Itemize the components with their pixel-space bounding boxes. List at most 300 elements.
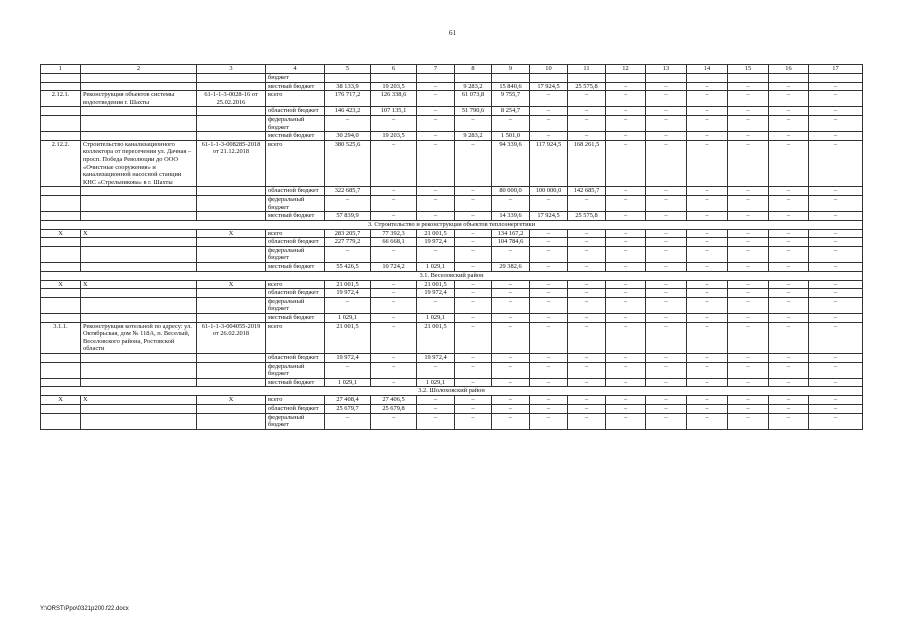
amount-cell: – xyxy=(687,229,728,238)
amount-cell: – xyxy=(606,378,646,387)
amount-cell: – xyxy=(606,238,646,247)
page-number: 61 xyxy=(449,29,456,37)
item-number-cell xyxy=(41,74,81,83)
amount-cell xyxy=(606,74,646,83)
amount-cell: – xyxy=(530,91,568,107)
item-number-cell xyxy=(41,132,81,141)
funding-source-cell: федеральный бюджет xyxy=(266,413,325,429)
amount-cell: – xyxy=(687,314,728,323)
amount-cell: – xyxy=(728,195,769,211)
amount-cell: – xyxy=(809,195,863,211)
amount-cell: – xyxy=(492,297,530,313)
amount-cell: – xyxy=(687,297,728,313)
amount-cell: – xyxy=(568,229,606,238)
amount-cell: 1 029,1 xyxy=(417,314,455,323)
amount-cell: – xyxy=(568,297,606,313)
amount-cell: – xyxy=(568,195,606,211)
amount-cell: – xyxy=(530,280,568,289)
amount-cell: – xyxy=(417,91,455,107)
document-number-cell xyxy=(197,246,266,262)
amount-cell: – xyxy=(606,132,646,141)
document-number-cell xyxy=(197,195,266,211)
amount-cell: – xyxy=(606,82,646,91)
amount-cell: – xyxy=(371,195,417,211)
amount-cell: – xyxy=(809,115,863,131)
amount-cell: – xyxy=(325,362,371,378)
amount-cell: – xyxy=(646,354,687,363)
amount-cell: – xyxy=(530,314,568,323)
amount-cell: – xyxy=(809,238,863,247)
amount-cell: 104 784,6 xyxy=(492,238,530,247)
amount-cell: 66 668,1 xyxy=(371,238,417,247)
amount-cell: – xyxy=(568,280,606,289)
amount-cell: – xyxy=(728,263,769,272)
amount-cell: – xyxy=(530,413,568,429)
amount-cell: 19 972,4 xyxy=(325,289,371,298)
object-name-cell xyxy=(81,132,197,141)
amount-cell: – xyxy=(646,297,687,313)
column-header: 5 xyxy=(325,65,371,74)
document-number-cell xyxy=(197,74,266,83)
amount-cell: 51 790,6 xyxy=(455,107,492,116)
table-row xyxy=(41,413,863,429)
amount-cell: – xyxy=(371,297,417,313)
amount-cell: – xyxy=(455,289,492,298)
item-number-cell xyxy=(41,314,81,323)
item-number-cell xyxy=(41,404,81,413)
amount-cell: – xyxy=(568,289,606,298)
amount-cell: – xyxy=(728,187,769,196)
amount-cell: – xyxy=(769,378,809,387)
amount-cell: – xyxy=(325,115,371,131)
amount-cell: 55 426,5 xyxy=(325,263,371,272)
funding-source-cell: федеральный бюджет xyxy=(266,115,325,131)
item-number-cell xyxy=(41,82,81,91)
column-header: 10 xyxy=(530,65,568,74)
amount-cell: – xyxy=(809,362,863,378)
amount-cell xyxy=(568,74,606,83)
object-name-cell xyxy=(81,107,197,116)
amount-cell: 61 073,8 xyxy=(455,91,492,107)
item-number-cell: Х xyxy=(41,280,81,289)
amount-cell: – xyxy=(568,238,606,247)
amount-cell: – xyxy=(455,195,492,211)
amount-cell: – xyxy=(769,140,809,187)
document-number-cell xyxy=(197,297,266,313)
amount-cell: – xyxy=(769,107,809,116)
amount-cell xyxy=(687,74,728,83)
amount-cell: – xyxy=(769,297,809,313)
document-number-cell: 61-1-1-3-004055-2019 от 26.02.2018 xyxy=(197,322,266,353)
amount-cell: – xyxy=(687,107,728,116)
amount-cell: – xyxy=(728,132,769,141)
amount-cell: – xyxy=(455,314,492,323)
document-number-cell xyxy=(197,362,266,378)
amount-cell: – xyxy=(809,246,863,262)
funding-source-cell: федеральный бюджет xyxy=(266,246,325,262)
amount-cell: – xyxy=(769,115,809,131)
amount-cell: 142 685,7 xyxy=(568,187,606,196)
amount-cell xyxy=(809,74,863,83)
amount-cell: 176 717,2 xyxy=(325,91,371,107)
amount-cell: – xyxy=(728,212,769,221)
amount-cell: – xyxy=(492,195,530,211)
document-number-cell xyxy=(197,263,266,272)
amount-cell: – xyxy=(530,195,568,211)
amount-cell: – xyxy=(646,280,687,289)
table-row xyxy=(41,396,863,405)
amount-cell: – xyxy=(417,404,455,413)
amount-cell: – xyxy=(687,82,728,91)
amount-cell: – xyxy=(606,297,646,313)
amount-cell: 21 001,5 xyxy=(325,322,371,353)
amount-cell: 17 924,5 xyxy=(530,82,568,91)
amount-cell: 21 001,5 xyxy=(417,229,455,238)
section-heading-row xyxy=(41,387,863,396)
amount-cell: – xyxy=(455,263,492,272)
amount-cell: – xyxy=(769,396,809,405)
amount-cell: – xyxy=(568,115,606,131)
object-name-cell: Реконструкция котельной по адресу: ул. Октябрьская, дом № 118А, п. Веселый, Веселовского района, Ростовской области xyxy=(81,322,197,353)
amount-cell: – xyxy=(809,404,863,413)
amount-cell: – xyxy=(728,91,769,107)
amount-cell: – xyxy=(606,195,646,211)
amount-cell: – xyxy=(769,229,809,238)
amount-cell: – xyxy=(687,289,728,298)
object-name-cell xyxy=(81,246,197,262)
amount-cell: 27 406,5 xyxy=(371,396,417,405)
funding-source-cell: местный бюджет xyxy=(266,263,325,272)
funding-source-cell: областной бюджет xyxy=(266,238,325,247)
amount-cell: – xyxy=(809,378,863,387)
amount-cell: 8 254,7 xyxy=(492,107,530,116)
amount-cell: 9 283,2 xyxy=(455,132,492,141)
amount-cell: – xyxy=(492,354,530,363)
document-number-cell: 61-1-1-3-0028-16 от 25.02.2016 xyxy=(197,91,266,107)
file-path-footer: Y:\ORST\Ppo\0321p200.f22.docx xyxy=(40,606,129,612)
object-name-cell: Х xyxy=(81,229,197,238)
amount-cell: – xyxy=(809,297,863,313)
amount-cell: 19 972,4 xyxy=(417,354,455,363)
column-header: 1 xyxy=(41,65,81,74)
amount-cell: – xyxy=(769,404,809,413)
item-number-cell: 2.12.1. xyxy=(41,91,81,107)
table-row xyxy=(41,289,863,298)
amount-cell: – xyxy=(687,263,728,272)
amount-cell: 1 501,0 xyxy=(492,132,530,141)
amount-cell: – xyxy=(606,396,646,405)
amount-cell: – xyxy=(687,322,728,353)
table-row xyxy=(41,212,863,221)
amount-cell xyxy=(492,74,530,83)
amount-cell: – xyxy=(417,140,455,187)
amount-cell: – xyxy=(646,322,687,353)
amount-cell: 9 755,7 xyxy=(492,91,530,107)
amount-cell: – xyxy=(606,246,646,262)
amount-cell: 19 203,5 xyxy=(371,132,417,141)
column-header: 3 xyxy=(197,65,266,74)
table-row xyxy=(41,115,863,131)
amount-cell: – xyxy=(455,140,492,187)
amount-cell: – xyxy=(646,404,687,413)
amount-cell: – xyxy=(769,280,809,289)
amount-cell: – xyxy=(568,354,606,363)
amount-cell: – xyxy=(568,378,606,387)
amount-cell: – xyxy=(646,238,687,247)
amount-cell: – xyxy=(371,314,417,323)
amount-cell: – xyxy=(687,354,728,363)
object-name-cell xyxy=(81,82,197,91)
amount-cell: – xyxy=(455,229,492,238)
document-number-cell: Х xyxy=(197,280,266,289)
amount-cell xyxy=(455,74,492,83)
object-name-cell: Х xyxy=(81,280,197,289)
amount-cell: – xyxy=(417,246,455,262)
amount-cell: – xyxy=(455,212,492,221)
amount-cell: – xyxy=(728,378,769,387)
document-number-cell: Х xyxy=(197,229,266,238)
amount-cell: – xyxy=(417,132,455,141)
table-row xyxy=(41,91,863,107)
amount-cell: – xyxy=(687,91,728,107)
section-heading-row xyxy=(41,271,863,280)
amount-cell: – xyxy=(687,115,728,131)
object-name-cell xyxy=(81,297,197,313)
amount-cell: – xyxy=(530,107,568,116)
amount-cell: – xyxy=(809,82,863,91)
budget-table xyxy=(40,64,863,430)
object-name-cell xyxy=(81,212,197,221)
amount-cell: – xyxy=(646,132,687,141)
amount-cell: – xyxy=(530,354,568,363)
section-heading: 3.2. Шолоховский район xyxy=(41,387,863,396)
amount-cell: – xyxy=(809,91,863,107)
funding-source-cell: местный бюджет xyxy=(266,132,325,141)
section-heading: 3. Строительство и реконструкция объектов теплоэнергетики xyxy=(41,220,863,229)
object-name-cell xyxy=(81,289,197,298)
amount-cell: – xyxy=(646,362,687,378)
amount-cell: – xyxy=(606,229,646,238)
amount-cell: – xyxy=(809,289,863,298)
funding-source-cell: федеральный бюджет xyxy=(266,297,325,313)
amount-cell: – xyxy=(455,404,492,413)
amount-cell: 25 575,8 xyxy=(568,212,606,221)
column-header: 17 xyxy=(809,65,863,74)
amount-cell: 27 408,4 xyxy=(325,396,371,405)
amount-cell: – xyxy=(687,362,728,378)
amount-cell: – xyxy=(606,187,646,196)
document-number-cell xyxy=(197,107,266,116)
document-number-cell xyxy=(197,132,266,141)
amount-cell: 1 029,1 xyxy=(417,263,455,272)
document-number-cell xyxy=(197,354,266,363)
amount-cell xyxy=(417,74,455,83)
object-name-cell xyxy=(81,314,197,323)
amount-cell: – xyxy=(568,314,606,323)
amount-cell: – xyxy=(646,396,687,405)
amount-cell: – xyxy=(769,354,809,363)
amount-cell: – xyxy=(455,187,492,196)
amount-cell: – xyxy=(809,107,863,116)
object-name-cell xyxy=(81,362,197,378)
object-name-cell xyxy=(81,238,197,247)
amount-cell: 1 029,1 xyxy=(325,314,371,323)
object-name-cell xyxy=(81,413,197,429)
column-header: 16 xyxy=(769,65,809,74)
document-number-cell xyxy=(197,212,266,221)
amount-cell: – xyxy=(325,413,371,429)
amount-cell: – xyxy=(646,263,687,272)
amount-cell: 29 382,6 xyxy=(492,263,530,272)
table-row xyxy=(41,362,863,378)
amount-cell: – xyxy=(371,289,417,298)
amount-cell: – xyxy=(492,413,530,429)
object-name-cell: Реконструкция объектов системы водоотведения г. Шахты xyxy=(81,91,197,107)
amount-cell: – xyxy=(492,280,530,289)
amount-cell: 30 294,0 xyxy=(325,132,371,141)
amount-cell: – xyxy=(769,238,809,247)
table-row xyxy=(41,354,863,363)
column-header: 15 xyxy=(728,65,769,74)
funding-source-cell: областной бюджет xyxy=(266,107,325,116)
amount-cell: – xyxy=(530,263,568,272)
item-number-cell xyxy=(41,246,81,262)
amount-cell: – xyxy=(530,396,568,405)
amount-cell: – xyxy=(646,314,687,323)
amount-cell: – xyxy=(646,246,687,262)
table-row xyxy=(41,280,863,289)
amount-cell: – xyxy=(568,322,606,353)
amount-cell: – xyxy=(530,238,568,247)
amount-cell: – xyxy=(455,413,492,429)
item-number-cell xyxy=(41,378,81,387)
amount-cell: 25 575,8 xyxy=(568,82,606,91)
object-name-cell: Х xyxy=(81,396,197,405)
amount-cell: – xyxy=(530,378,568,387)
amount-cell xyxy=(371,74,417,83)
document-number-cell xyxy=(197,404,266,413)
amount-cell: – xyxy=(769,132,809,141)
amount-cell: – xyxy=(530,289,568,298)
amount-cell: – xyxy=(769,187,809,196)
amount-cell: – xyxy=(769,413,809,429)
column-header: 12 xyxy=(606,65,646,74)
amount-cell: – xyxy=(568,107,606,116)
amount-cell: – xyxy=(728,246,769,262)
amount-cell xyxy=(728,74,769,83)
funding-source-cell: областной бюджет xyxy=(266,354,325,363)
amount-cell: – xyxy=(455,115,492,131)
amount-cell: – xyxy=(606,413,646,429)
amount-cell: – xyxy=(728,140,769,187)
amount-cell: – xyxy=(728,280,769,289)
amount-cell: – xyxy=(371,362,417,378)
amount-cell: – xyxy=(492,396,530,405)
amount-cell: – xyxy=(606,322,646,353)
funding-source-cell: областной бюджет xyxy=(266,404,325,413)
amount-cell: – xyxy=(455,378,492,387)
amount-cell: 168 261,5 xyxy=(568,140,606,187)
funding-source-cell: местный бюджет xyxy=(266,212,325,221)
item-number-cell xyxy=(41,263,81,272)
document-number-cell xyxy=(197,82,266,91)
document-number-cell xyxy=(197,187,266,196)
item-number-cell: Х xyxy=(41,229,81,238)
amount-cell: – xyxy=(371,354,417,363)
amount-cell: – xyxy=(687,396,728,405)
amount-cell: – xyxy=(769,263,809,272)
amount-cell: – xyxy=(769,91,809,107)
amount-cell: – xyxy=(455,362,492,378)
amount-cell: – xyxy=(646,91,687,107)
amount-cell: – xyxy=(769,82,809,91)
column-header: 7 xyxy=(417,65,455,74)
amount-cell: – xyxy=(417,413,455,429)
amount-cell: – xyxy=(809,322,863,353)
amount-cell: – xyxy=(809,212,863,221)
amount-cell: – xyxy=(728,229,769,238)
amount-cell: 21 001,5 xyxy=(417,322,455,353)
amount-cell: – xyxy=(809,229,863,238)
amount-cell: – xyxy=(371,246,417,262)
amount-cell: – xyxy=(606,91,646,107)
amount-cell: – xyxy=(530,229,568,238)
document-number-cell xyxy=(197,289,266,298)
object-name-cell xyxy=(81,115,197,131)
amount-cell: – xyxy=(728,362,769,378)
item-number-cell xyxy=(41,413,81,429)
amount-cell: – xyxy=(492,115,530,131)
object-name-cell xyxy=(81,404,197,413)
amount-cell: – xyxy=(606,280,646,289)
amount-cell: 38 133,9 xyxy=(325,82,371,91)
amount-cell: 19 972,4 xyxy=(417,289,455,298)
amount-cell: – xyxy=(809,187,863,196)
amount-cell: 1 029,1 xyxy=(417,378,455,387)
amount-cell: 19 203,5 xyxy=(371,82,417,91)
funding-source-cell: всего xyxy=(266,91,325,107)
table-row xyxy=(41,132,863,141)
amount-cell: – xyxy=(371,280,417,289)
amount-cell: – xyxy=(646,289,687,298)
amount-cell: – xyxy=(530,246,568,262)
amount-cell: – xyxy=(568,263,606,272)
amount-cell: – xyxy=(687,413,728,429)
amount-cell: – xyxy=(728,404,769,413)
amount-cell: – xyxy=(325,246,371,262)
table-row xyxy=(41,107,863,116)
amount-cell: – xyxy=(606,140,646,187)
amount-cell: – xyxy=(809,263,863,272)
amount-cell: – xyxy=(530,404,568,413)
funding-source-cell: местный бюджет xyxy=(266,378,325,387)
table-row xyxy=(41,229,863,238)
amount-cell: 146 423,2 xyxy=(325,107,371,116)
amount-cell: – xyxy=(530,362,568,378)
amount-cell: – xyxy=(728,413,769,429)
amount-cell: 322 685,7 xyxy=(325,187,371,196)
amount-cell: – xyxy=(769,195,809,211)
table-row xyxy=(41,195,863,211)
amount-cell: 283 205,7 xyxy=(325,229,371,238)
object-name-cell xyxy=(81,187,197,196)
amount-cell: – xyxy=(809,280,863,289)
amount-cell: 21 001,5 xyxy=(325,280,371,289)
item-number-cell: 3.1.1. xyxy=(41,322,81,353)
amount-cell: – xyxy=(455,246,492,262)
amount-cell: – xyxy=(687,238,728,247)
amount-cell: – xyxy=(492,322,530,353)
